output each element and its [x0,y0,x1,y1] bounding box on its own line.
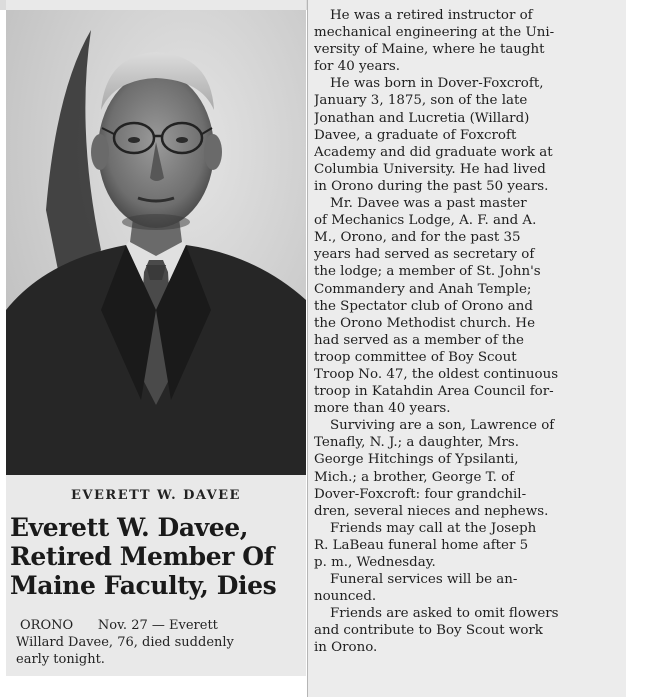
headline-line: Retired Member Of [10,542,275,571]
article-line: Mich.; a brother, George T. of [314,469,515,485]
article-line: for 40 years. [314,59,400,75]
article-line: more than 40 years. [314,401,451,417]
article-line: and contribute to Boy Scout work [314,623,543,639]
portrait-photo [6,10,306,475]
article-line: Columbia University. He had lived [314,161,546,177]
article-line: Friends may call at the Joseph [330,520,537,536]
headline-line: Everett W. Davee, [10,513,249,542]
article-line: troop committee of Boy Scout [314,349,517,365]
article-line: M., Orono, and for the past 35 [314,230,521,246]
article-line: George Hitchings of Ypsilanti, [314,452,519,468]
article-line: the Spectator club of Orono and [314,298,533,314]
dateline-line: ORONO Nov. 27 — Everett [20,618,218,633]
lead-paragraph [16,617,312,668]
article-line: dren, several nieces and nephews. [314,503,549,519]
article-line: the Orono Methodist church. He [314,315,536,331]
article-line: R. LaBeau funeral home after 5 [314,537,529,553]
headline [10,513,310,600]
article-line: years had served as secretary of [314,247,535,263]
article-line: p. m., Wednesday. [314,555,436,570]
lead-line: early tonight. [16,652,105,667]
page-margin [626,0,648,697]
article-line: mechanical engineering at the Uni- [314,25,555,41]
article-line: troop in Katahdin Area Council for- [314,384,554,400]
article-line: He was born in Dover-Foxcroft, [330,76,544,92]
article-line: in Orono during the past 50 years. [314,178,549,194]
article-line: nounced. [314,589,377,605]
article-line: Friends are asked to omit flowers [330,606,559,622]
article-line: Dover-Foxcroft: four grandchil- [314,486,527,502]
article-line: He was a retired instructor of [330,8,533,23]
article-line: January 3, 1875, son of the late [314,93,528,109]
lead-line: Willard Davee, 76, died suddenly [16,635,234,650]
article-line: Troop No. 47, the oldest continuous [314,366,559,382]
article-line: versity of Maine, where he taught [314,42,545,58]
photo-caption: EVERETT W. DAVEE [71,488,241,503]
article-line: Jonathan and Lucretia (Willard) [314,110,530,126]
article-line: in Orono. [314,640,378,656]
article-line: Surviving are a son, Lawrence of [330,418,555,434]
article-line: had served as a member of the [314,332,524,348]
headline-line: Maine Faculty, Dies [10,571,277,600]
article-line: Mr. Davee was a past master [330,196,527,212]
left-column [6,0,306,676]
article-line: Tenafly, N. J.; a daughter, Mrs. [314,435,519,451]
article-line: Commandery and Anah Temple; [314,281,532,297]
article-line: Academy and did graduate work at [314,144,553,160]
right-column [307,0,626,697]
article-line: the lodge; a member of St. John's [314,264,541,280]
article-line: Davee, a graduate of Foxcroft [314,127,517,143]
article-body [314,7,622,657]
article-line: of Mechanics Lodge, A. F. and A. [314,213,537,229]
portrait-illustration [6,10,306,475]
article-line: Funeral services will be an- [330,572,518,588]
